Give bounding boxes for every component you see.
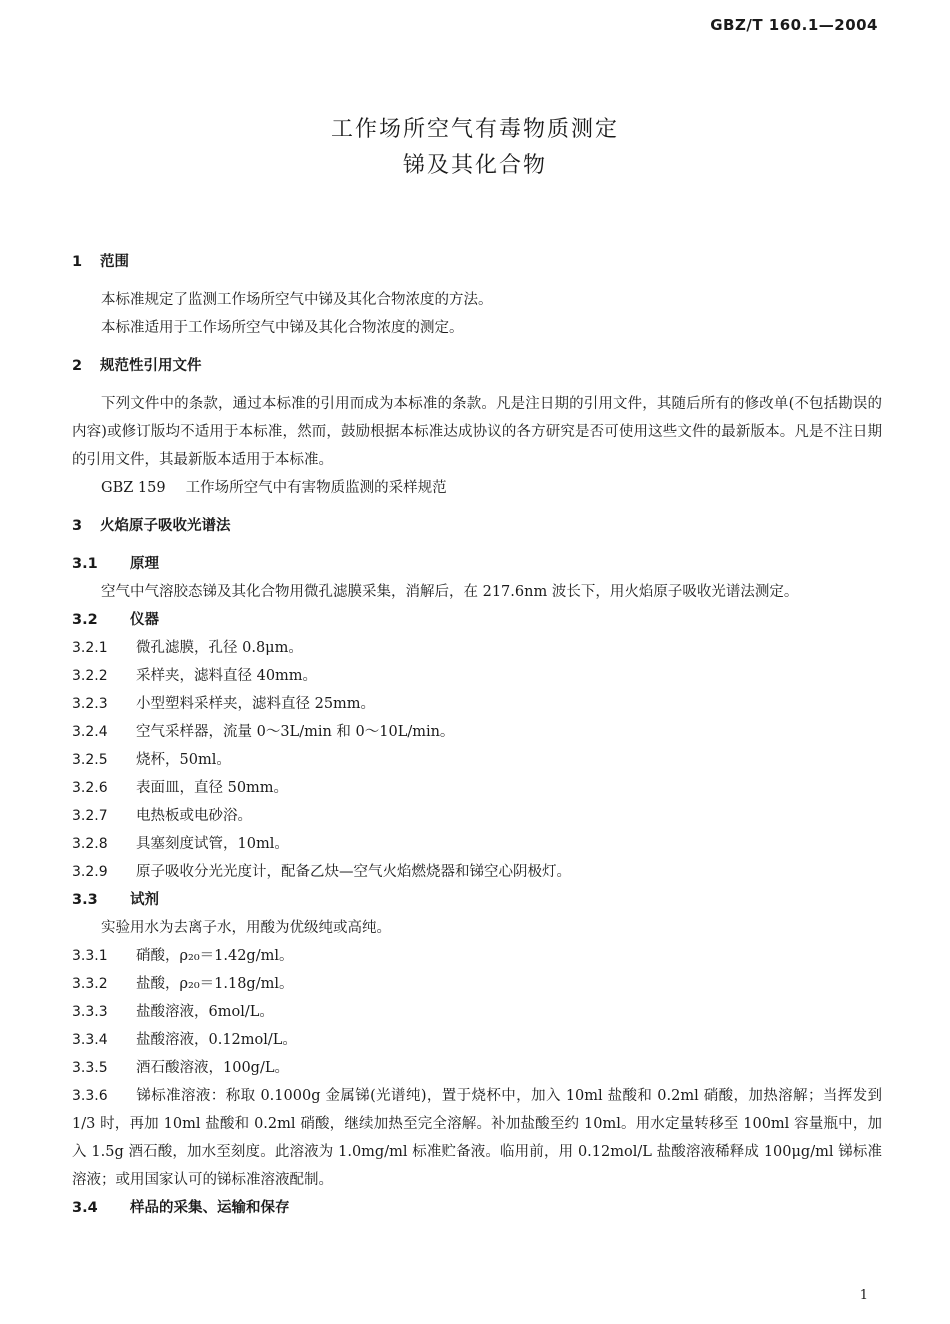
section-title: 规范性引用文件 — [100, 358, 202, 374]
subsection-number: 3.1 — [72, 556, 98, 572]
item-number: 3.3.3 — [72, 1004, 108, 1020]
item-number: 3.2.4 — [72, 724, 108, 740]
item-text: 空气采样器，流量 0～3L/min 和 0～10L/min。 — [136, 724, 455, 740]
subsection-3-2-heading — [72, 606, 882, 634]
item-text: 盐酸溶液，6mol/L。 — [136, 1004, 274, 1020]
document-body — [72, 248, 882, 1222]
list-item — [72, 942, 882, 970]
section-1-heading — [72, 248, 882, 276]
list-item — [72, 970, 882, 998]
list-item — [72, 1026, 882, 1054]
reference-title: 工作场所空气中有害物质监测的采样规范 — [185, 480, 447, 496]
list-item — [72, 858, 882, 886]
list-item — [72, 718, 882, 746]
item-number: 3.2.5 — [72, 752, 108, 768]
document-subtitle: 锑及其化合物 — [402, 153, 547, 178]
item-text: 盐酸溶液，0.12mol/L。 — [136, 1032, 297, 1048]
item-text: 表面皿，直径 50mm。 — [136, 780, 289, 796]
item-text: 小型塑料采样夹，滤料直径 25mm。 — [136, 696, 376, 712]
paragraph: 实验用水为去离子水，用酸为优级纯或高纯。 — [101, 920, 391, 936]
paragraph: 下列文件中的条款，通过本标准的引用而成为本标准的条款。凡是注日期的引用文件，其随后所有的修改单(不包括勘误的内容)或修订版均不适用于本标准，然而，鼓励根据本标准达成协议的各方研究是否可使用这些文件的最新版本。凡是不注日期的引用文件，其最新版本适用于本标准。 — [72, 396, 882, 468]
section-2-heading — [72, 352, 882, 380]
item-number: 3.3.4 — [72, 1032, 108, 1048]
item-number: 3.3.1 — [72, 948, 108, 964]
list-item — [72, 774, 882, 802]
item-number: 3.2.2 — [72, 668, 108, 684]
subsection-title: 样品的采集、运输和保存 — [130, 1200, 290, 1216]
list-item — [72, 690, 882, 718]
subsection-3-4-heading — [72, 1194, 882, 1222]
page-number: 1 — [859, 1288, 868, 1303]
item-text: 采样夹，滤料直径 40mm。 — [136, 668, 318, 684]
item-number: 3.3.5 — [72, 1060, 108, 1076]
item-number: 3.2.3 — [72, 696, 108, 712]
list-item — [72, 802, 882, 830]
subsection-title: 仪器 — [130, 612, 159, 628]
reference-code: GBZ 159 — [101, 480, 166, 496]
section-title: 范围 — [100, 254, 129, 270]
item-number: 3.2.7 — [72, 808, 108, 824]
reference-entry — [72, 474, 882, 502]
section-number: 3 — [72, 518, 83, 534]
standard-code: GBZ/T 160.1—2004 — [710, 16, 878, 34]
list-item — [72, 746, 882, 774]
subsection-3-3-heading — [72, 886, 882, 914]
list-item — [72, 634, 882, 662]
subsection-title: 原理 — [130, 556, 159, 572]
item-text: 电热板或电砂浴。 — [136, 808, 252, 824]
item-text: 硝酸，ρ₂₀＝1.42g/ml。 — [136, 948, 294, 964]
list-item — [72, 998, 882, 1026]
item-text: 盐酸，ρ₂₀＝1.18g/ml。 — [136, 976, 294, 992]
item-text: 具塞刻度试管，10ml。 — [136, 836, 289, 852]
list-item — [72, 662, 882, 690]
subsection-3-1-heading — [72, 550, 882, 578]
list-item — [72, 1054, 882, 1082]
paragraph: 空气中气溶胶态锑及其化合物用微孔滤膜采集，消解后，在 217.6nm 波长下，用火焰原子吸收光谱法测定。 — [101, 584, 799, 600]
item-text: 烧杯，50ml。 — [136, 752, 231, 768]
item-text: 锑标准溶液：称取 0.1000g 金属锑(光谱纯)，置于烧杯中，加入 10ml 盐酸和 0.2ml 硝酸，加热溶解；当挥发到 1/3 时，再加 10ml 盐酸和 0.2ml 硝酸，继续加热至完全溶解。补加盐酸至约 10ml。用水定量转移至 100ml 容量瓶中，加入 1.5g 酒石酸，加水至刻度。此溶液为 1.0mg/ml 标准贮备液。临用前，用 0.12mol/L 盐酸溶液稀释成 100μg/ml 锑标准溶液；或用国家认可的锑标准溶液配制。 — [72, 1088, 882, 1188]
paragraph: 本标准适用于工作场所空气中锑及其化合物浓度的测定。 — [101, 320, 464, 336]
document-title: 工作场所空气有毒物质测定 — [330, 117, 619, 142]
item-number: 3.2.8 — [72, 836, 108, 852]
subsection-number: 3.3 — [72, 892, 98, 908]
item-number: 3.3.6 — [72, 1088, 108, 1104]
item-number: 3.2.1 — [72, 640, 108, 656]
item-text: 微孔滤膜，孔径 0.8μm。 — [136, 640, 303, 656]
item-text: 原子吸收分光光度计，配备乙炔—空气火焰燃烧器和锑空心阴极灯。 — [136, 864, 571, 880]
item-number: 3.2.6 — [72, 780, 108, 796]
list-item — [72, 1082, 882, 1194]
subsection-number: 3.4 — [72, 1200, 98, 1216]
section-title: 火焰原子吸收光谱法 — [100, 518, 231, 534]
item-text: 酒石酸溶液，100g/L。 — [136, 1060, 289, 1076]
subsection-title: 试剂 — [130, 892, 159, 908]
item-number: 3.3.2 — [72, 976, 108, 992]
list-item — [72, 830, 882, 858]
subsection-number: 3.2 — [72, 612, 98, 628]
paragraph: 本标准规定了监测工作场所空气中锑及其化合物浓度的方法。 — [101, 292, 493, 308]
section-number: 1 — [72, 254, 83, 270]
item-number: 3.2.9 — [72, 864, 108, 880]
section-3-heading — [72, 512, 882, 540]
section-number: 2 — [72, 358, 83, 374]
